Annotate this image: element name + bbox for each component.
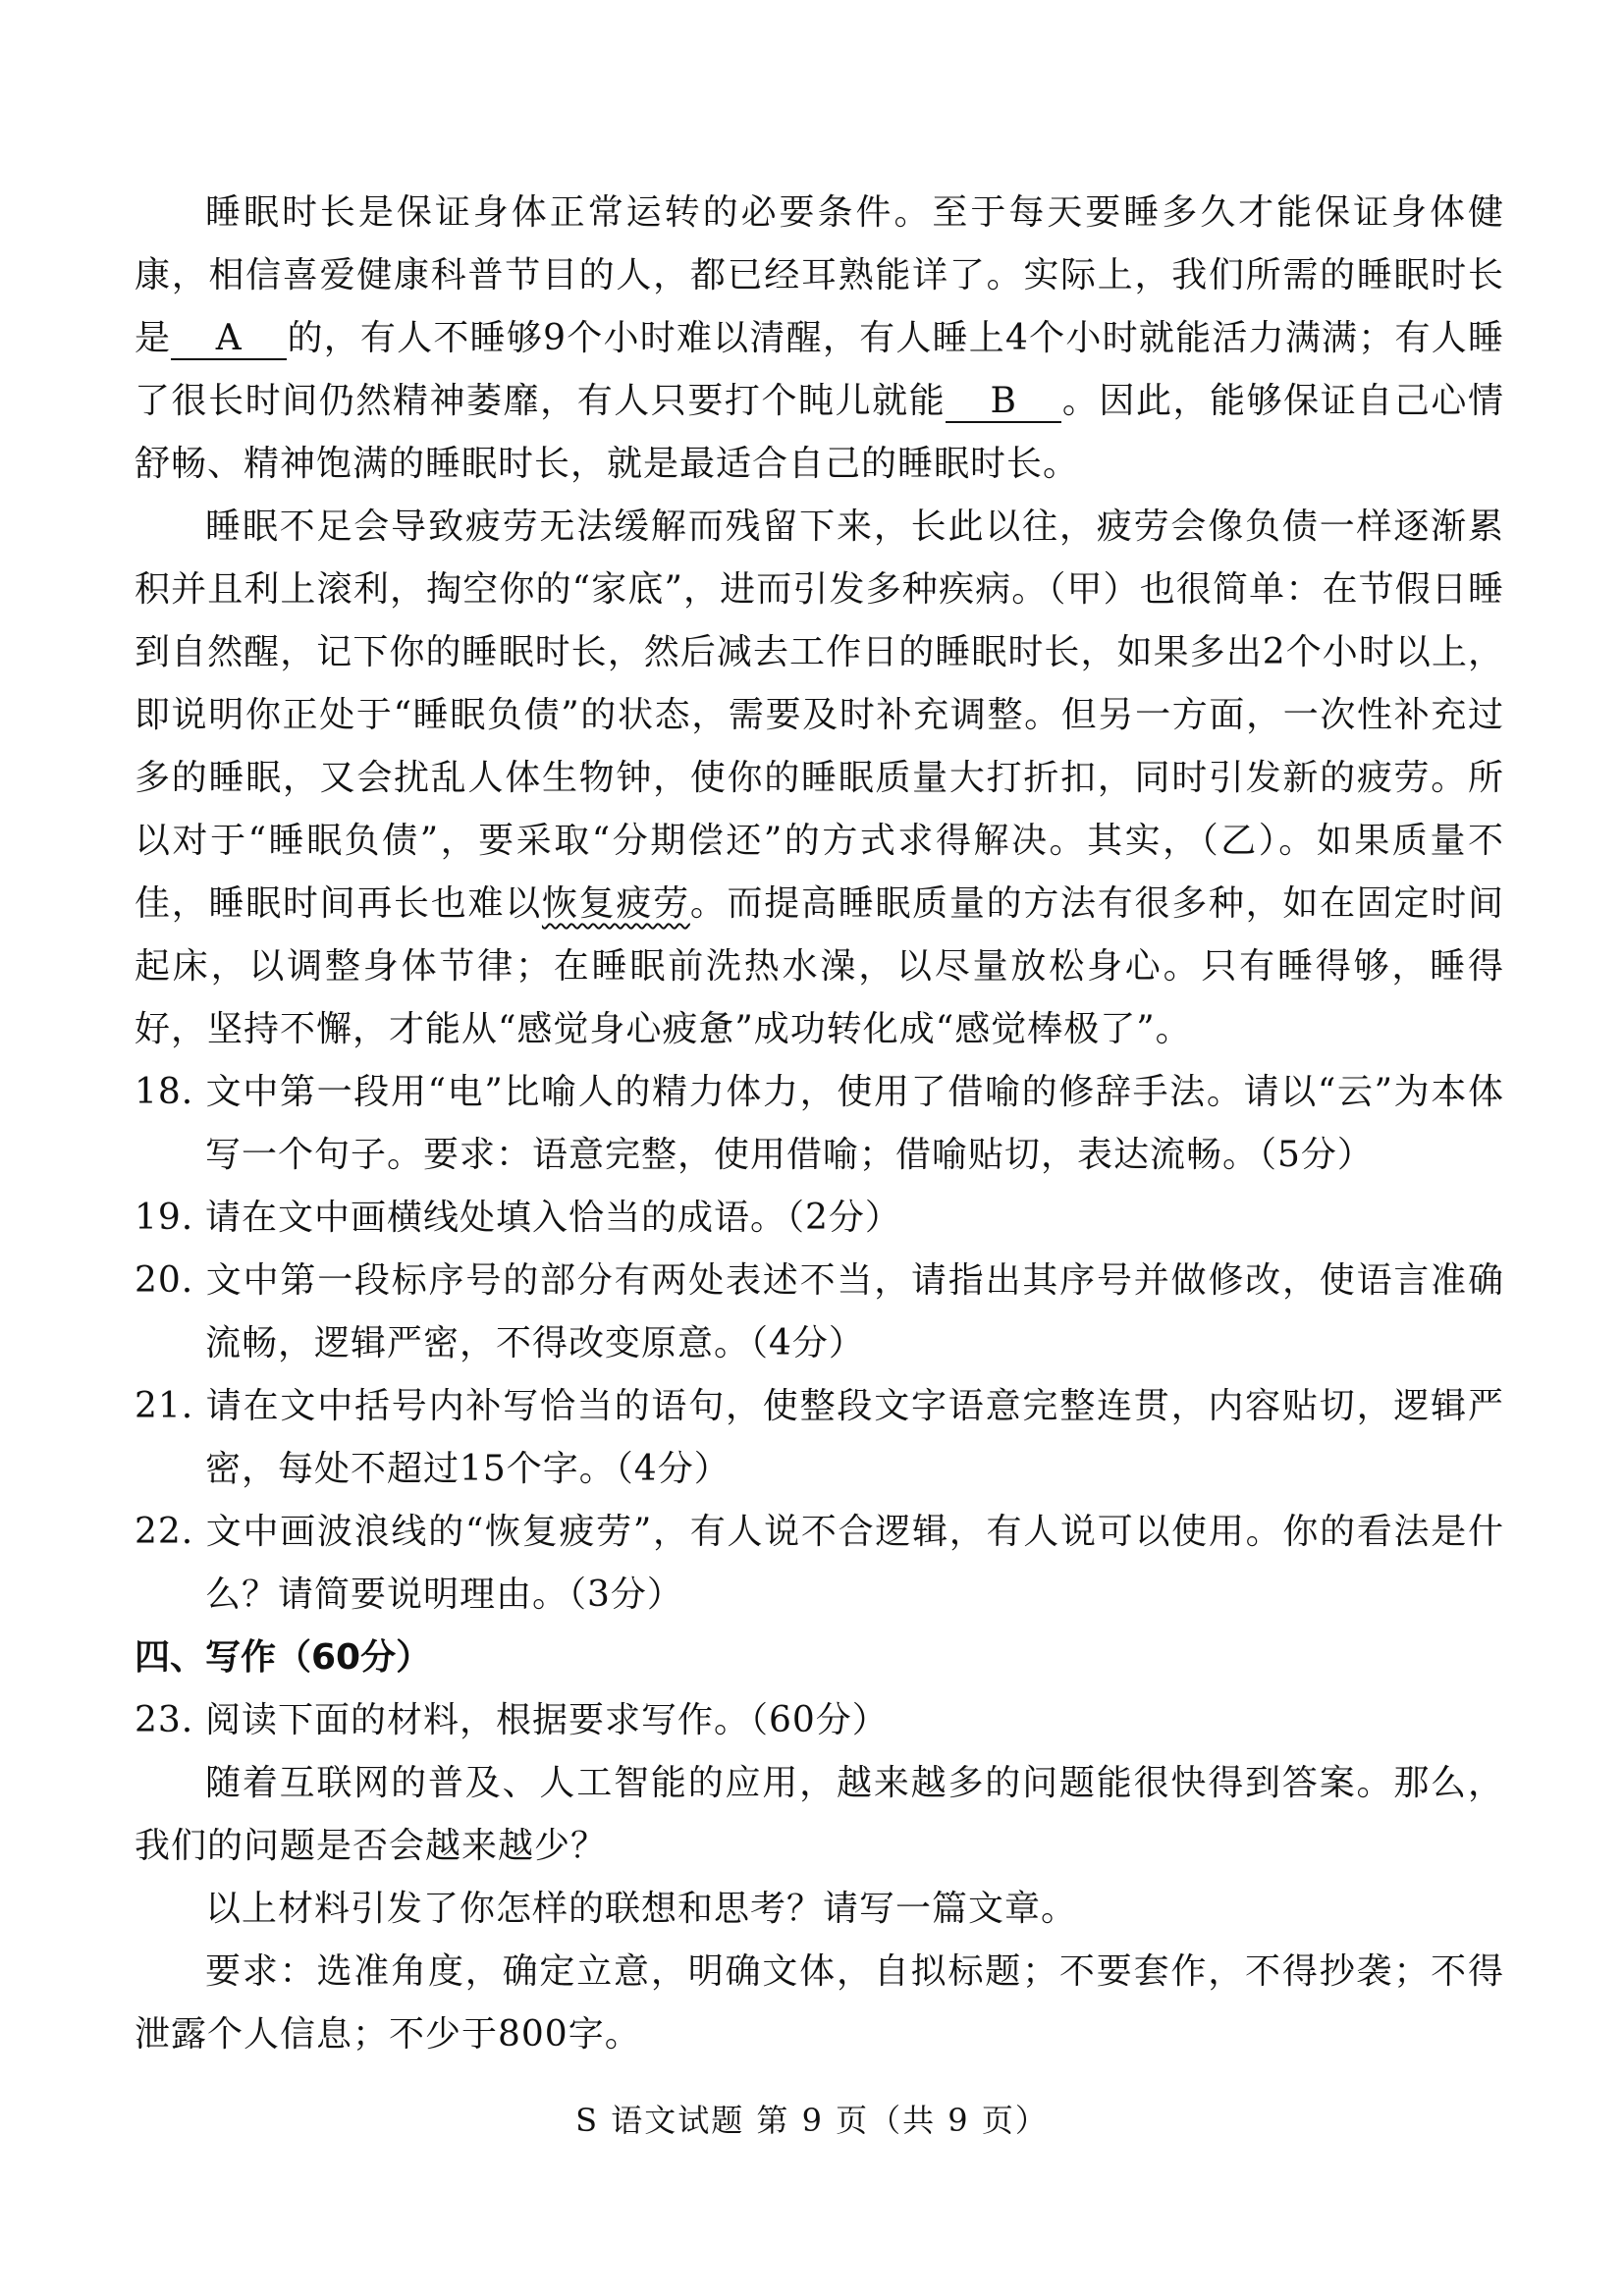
question-number: 23.	[135, 1700, 194, 1740]
question-21	[135, 1375, 1504, 1501]
question-number: 19.	[135, 1198, 194, 1238]
passage-text: 的，有人不睡够9个小时难以清醒，有人睡上4个小时就能活力满满；有人睡了很长时间仍然精神萎靡，有人只要打个盹儿就能	[135, 318, 1504, 421]
writing-prompt: 以上材料引发了你怎样的联想和思考？请写一篇文章。	[205, 1889, 1078, 1929]
question-text: 文中画波浪线的“恢复疲劳”，有人说不合逻辑，有人说可以使用。你的看法是什么？请简要说明理由。（3分）	[205, 1512, 1504, 1615]
writing-section-title: 四、写作（60分）	[135, 1637, 432, 1678]
question-23	[135, 1689, 1504, 1752]
question-text: 请在文中画横线处填入恰当的成语。（2分）	[205, 1198, 901, 1238]
question-22	[135, 1501, 1504, 1627]
passage-paragraph-2	[135, 496, 1504, 1061]
writing-material: 随着互联网的普及、人工智能的应用，越来越多的问题能很快得到答案。那么，我们的问题是否会越来越少？	[135, 1763, 1504, 1866]
question-number: 18.	[135, 1072, 194, 1112]
question-20	[135, 1250, 1504, 1375]
passage-text: 。而提高睡眠质量的方法有很多种，如在固定时间起床，以调整身体节律；在睡眠前洗热水澡，以尽量放松身心。只有睡得够，睡得好，坚持不懈，才能从“感觉身心疲惫”成功转化成“感觉棒极了”。	[135, 883, 1504, 1049]
question-19	[135, 1187, 1504, 1250]
question-number: 21.	[135, 1386, 194, 1426]
question-text: 文中第一段用“电”比喻人的精力体力，使用了借喻的修辞手法。请以“云”为本体写一个句子。要求：语意完整，使用借喻；借喻贴切，表达流畅。（5分）	[205, 1072, 1504, 1175]
question-number: 20.	[135, 1260, 194, 1301]
question-18	[135, 1061, 1504, 1187]
question-text: 请在文中括号内补写恰当的语句，使整段文字语意完整连贯，内容贴切，逻辑严密，每处不超过15个字。（4分）	[205, 1386, 1504, 1489]
question-text: 阅读下面的材料，根据要求写作。（60分）	[205, 1700, 889, 1740]
blank-b: B	[946, 382, 1061, 423]
passage-text: 。因此，能够保证自己心情舒畅、精神饱满的睡眠时长，就是最适合自己的睡眠时长。	[135, 381, 1504, 484]
question-text: 文中第一段标序号的部分有两处表述不当，请指出其序号并做修改，使语言准确流畅，逻辑严密，不得改变原意。（4分）	[205, 1260, 1504, 1363]
writing-requirements: 要求：选准角度，确定立意，明确文体，自拟标题；不要套作，不得抄袭；不得泄露个人信息；不少于800字。	[135, 1951, 1504, 2055]
passage-paragraph-1	[135, 182, 1504, 496]
blank-a: A	[171, 319, 287, 360]
passage-text: 睡眠时长是保证身体正常运转的必要条件。至于每天要睡多久才能保证身体健康，相信喜爱健康科普节目的人，都已经耳熟能详了。实际上，我们所需的睡眠时长是	[135, 192, 1504, 358]
exam-page	[135, 182, 1504, 2066]
wavy-underlined-phrase: 恢复疲劳	[541, 883, 690, 924]
question-number: 22.	[135, 1512, 194, 1552]
page-footer: S 语文试题 第 9 页（共 9 页）	[575, 2102, 1049, 2139]
passage-text: 睡眠不足会导致疲劳无法缓解而残留下来，长此以往，疲劳会像负债一样逐渐累积并且利上滚利，掏空你的“家底”，进而引发多种疾病。（甲）也很简单：在节假日睡到自然醒，记下你的睡眠时长，然后减去工作日的睡眠时长，如果多出2个小时以上，即说明你正处于“睡眠负债”的状态，需要及时补充调整。但另一方面，一次性补充过多的睡眠，又会扰乱人体生物钟，使你的睡眠质量大打折扣，同时引发新的疲劳。所以对于“睡眠负债”，要采取“分期偿还”的方式求得解决。其实，（乙）。如果质量不佳，睡眠时间再长也难以	[135, 507, 1504, 924]
